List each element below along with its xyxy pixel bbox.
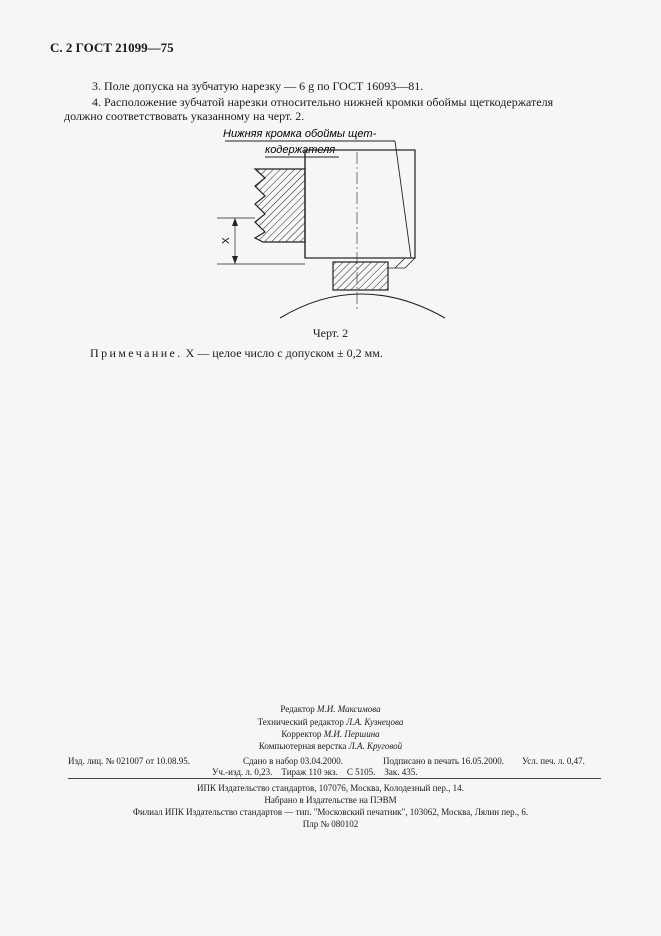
editor-role: Редактор xyxy=(280,704,315,714)
figure-label-line-1: Нижняя кромка обоймы щет- xyxy=(223,128,377,140)
tech-editor-role: Технический редактор xyxy=(257,717,344,727)
threaded-part xyxy=(255,169,305,242)
brush xyxy=(333,262,388,290)
item-4-line-2: должно соответствовать указанному на черт. 2. xyxy=(64,109,305,123)
imprint-corrector xyxy=(0,729,661,739)
drawing-2 xyxy=(195,120,455,320)
imprint-line-2: Уч.-изд. л. 0,23. Тираж 110 экз. С 5105. Зак. 435. xyxy=(212,767,418,777)
item-4-line-1: 4. Расположение зубчатой нарезки относительно нижней кромки обоймы щеткодержателя xyxy=(92,95,554,109)
imprint-signed: Подписано в печать 16.05.2000. xyxy=(383,756,505,766)
layout-role: Компьютерная верстка xyxy=(258,741,347,751)
imprint-submitted: Сдано в набор 03.04.2000. xyxy=(243,756,344,766)
tech-editor-name: Л.А. Кузнецова xyxy=(346,717,404,727)
item-3: 3. Поле допуска на зубчатую нарезку — 6 g по ГОСТ 16093—81. xyxy=(92,79,424,93)
corrector-name: М.И. Першина xyxy=(323,729,380,739)
imprint-license: Изд. лиц. № 021007 от 10.08.95. xyxy=(68,756,190,766)
note xyxy=(90,346,383,361)
publisher-plr: Плр № 080102 xyxy=(302,819,359,829)
note-label: Примечание. xyxy=(90,346,183,360)
figure-caption: Черт. 2 xyxy=(312,326,349,340)
publisher-line-3: Филиал ИПК Издательство стандартов — тип. "Московский печатник", 103062, Москва, Лялин пер., 6. xyxy=(132,807,529,817)
imprint-layout xyxy=(0,741,661,751)
corrector-role: Корректор xyxy=(281,729,322,739)
figure-label-line-2: кодержателя xyxy=(265,144,336,156)
commutator-arc xyxy=(280,294,445,318)
layout-name: Л.А. Круговой xyxy=(348,741,403,751)
divider xyxy=(68,778,601,779)
editor-name: М.И. Максимова xyxy=(317,704,381,714)
imprint-tech-editor xyxy=(0,717,661,727)
publisher-line-2: Набрано в Издательстве на ПЭВМ xyxy=(264,795,397,805)
imprint-print-sheets: Усл. печ. л. 0,47. xyxy=(522,756,585,766)
page-header: С. 2 ГОСТ 21099—75 xyxy=(50,40,174,55)
imprint-editor xyxy=(0,704,661,714)
note-text: X — целое число с допуском ± 0,2 мм. xyxy=(185,346,383,360)
dimension-x-label: X xyxy=(221,237,232,244)
publisher-line-1: ИПК Издательство стандартов, 107076, Москва, Колодезный пер., 14. xyxy=(197,783,464,793)
